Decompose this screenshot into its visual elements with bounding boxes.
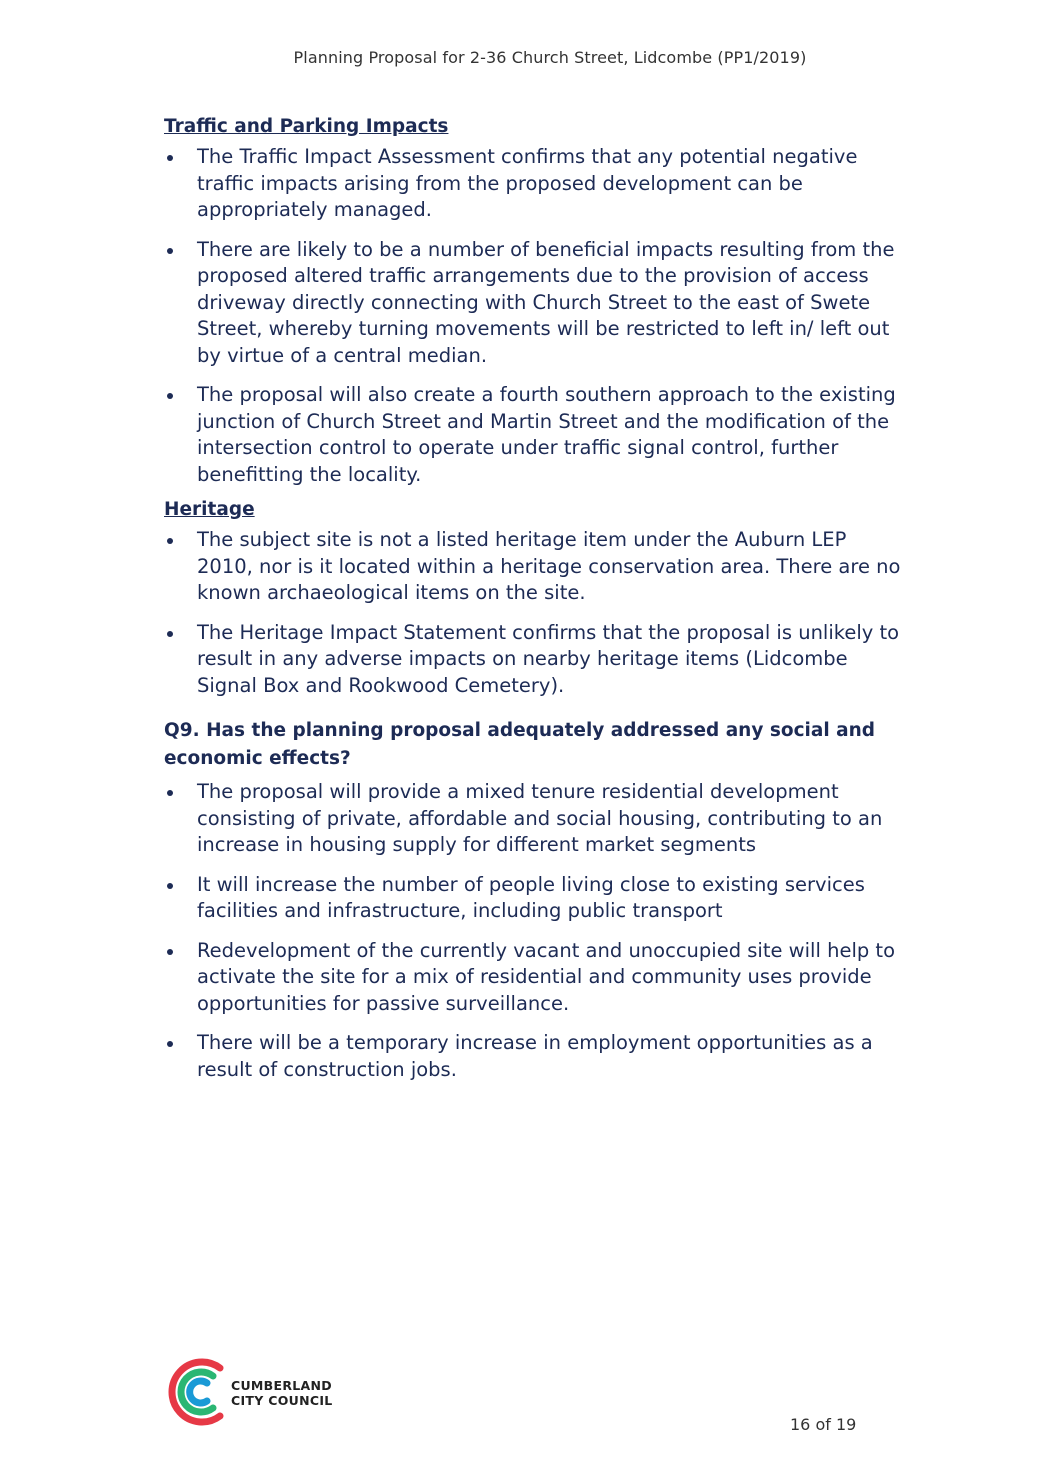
list-item: There will be a temporary increase in employment opportunities as a result of construction jobs.	[164, 1030, 904, 1083]
page-number: 16 of 19	[790, 1415, 857, 1434]
list-item: Redevelopment of the currently vacant and unoccupied site will help to activate the site for a mix of residential and community uses provide opportunities for passive surveillance.	[164, 938, 904, 1018]
bullet-icon	[167, 538, 173, 544]
traffic-list	[164, 144, 904, 488]
question-heading-q9: Q9. Has the planning proposal adequately addressed any social and economic effects?	[164, 720, 876, 769]
bullet-icon	[167, 883, 173, 889]
list-item: The proposal will also create a fourth southern approach to the existing junction of Church Street and Martin Street and the modification of the intersection control to operate under traffic signal control, further benefitting the locality.	[164, 382, 904, 488]
heritage-list	[164, 527, 904, 699]
document-body	[164, 114, 904, 1096]
bullet-icon	[167, 1041, 173, 1047]
council-logo-text: CUMBERLAND CITY COUNCIL	[231, 1378, 333, 1408]
page-header: Planning Proposal for 2-36 Church Street, Lidcombe (PP1/2019)	[293, 48, 807, 67]
section-heading-traffic: Traffic and Parking Impacts	[164, 116, 449, 137]
list-item: The subject site is not a listed heritage item under the Auburn LEP 2010, nor is it located within a heritage conservation area. There are no known archaeological items on the site.	[164, 527, 904, 607]
list-item: It will increase the number of people living close to existing services facilities and infrastructure, including public transport	[164, 872, 904, 925]
bullet-icon	[167, 155, 173, 161]
bullet-icon	[167, 393, 173, 399]
council-logo-icon	[163, 1354, 229, 1430]
council-logo	[163, 1354, 353, 1430]
bullet-icon	[167, 631, 173, 637]
list-item: The proposal will provide a mixed tenure residential development consisting of private, affordable and social housing, contributing to an increase in housing supply for different market segments	[164, 779, 904, 859]
bullet-icon	[167, 248, 173, 254]
q9-list	[164, 779, 904, 1083]
list-item: The Heritage Impact Statement confirms that the proposal is unlikely to result in any adverse impacts on nearby heritage items (Lidcombe Signal Box and Rookwood Cemetery).	[164, 620, 904, 700]
bullet-icon	[167, 949, 173, 955]
list-item: The Traffic Impact Assessment confirms that any potential negative traffic impacts arising from the proposed development can be appropriately managed.	[164, 144, 904, 224]
bullet-icon	[167, 790, 173, 796]
list-item: There are likely to be a number of beneficial impacts resulting from the proposed altered traffic arrangements due to the provision of access driveway directly connecting with Church Street to the east of Swete Street, whereby turning movements will be restricted to left in/ left out by virtue of a central median.	[164, 237, 904, 370]
section-heading-heritage: Heritage	[164, 499, 255, 520]
